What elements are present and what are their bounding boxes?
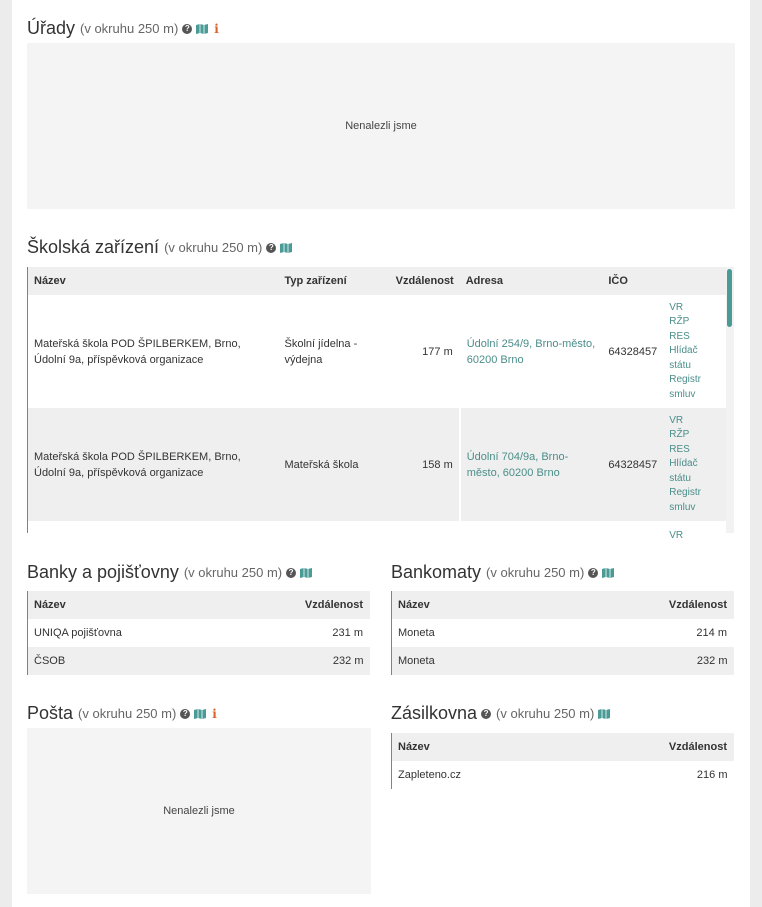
atms-table-header: [392, 591, 734, 619]
schools-scrollbar[interactable]: [726, 267, 734, 533]
offices-title: Úřady: [27, 18, 76, 38]
column-header-distance[interactable]: Vzdálenost: [568, 733, 733, 761]
banks-table: [27, 591, 370, 675]
map-icon[interactable]: [196, 24, 208, 34]
link-hlidac-statu[interactable]: Hlídač státu: [669, 458, 698, 484]
school-registry-links: [663, 408, 726, 521]
column-header-distance[interactable]: Vzdálenost: [390, 267, 460, 295]
table-row: [392, 619, 734, 647]
zasilkovna-title: Zásilkovna: [391, 703, 478, 723]
table-row: [28, 619, 370, 647]
column-header-type[interactable]: Typ zařízení: [278, 267, 389, 295]
post-subtitle: (v okruhu 250 m): [78, 706, 177, 721]
schools-subtitle: (v okruhu 250 m): [164, 240, 263, 255]
link-vr[interactable]: VR: [669, 414, 684, 426]
table-row: [28, 408, 726, 521]
scrollbar-thumb[interactable]: [727, 269, 732, 327]
question-circle-icon[interactable]: ?: [286, 568, 296, 578]
column-header-name[interactable]: Název: [28, 267, 278, 295]
link-vr[interactable]: VR: [669, 530, 684, 541]
link-res[interactable]: RES: [669, 330, 690, 342]
bank-distance: 232 m: [228, 647, 369, 675]
school-ico: 64328457: [602, 295, 663, 408]
post-title: Pošta: [27, 703, 74, 723]
atms-title: Bankomaty: [391, 562, 482, 582]
schools-table-container[interactable]: [27, 267, 735, 541]
school-address-link[interactable]: Údolní 254/9, Brno-město, 60200 Brno: [460, 295, 603, 408]
school-address-link[interactable]: Údolní 704/9a, Brno-město, 60200 Brno: [460, 408, 603, 521]
table-row: [28, 647, 370, 675]
map-icon[interactable]: [280, 243, 292, 253]
school-registry-links: [663, 295, 726, 408]
offices-subtitle: (v okruhu 250 m): [80, 21, 179, 36]
school-ico: 64328457: [602, 408, 663, 521]
atm-distance: 214 m: [696, 627, 727, 639]
offices-empty-panel: [27, 43, 735, 209]
banks-subtitle: (v okruhu 250 m): [183, 565, 283, 580]
zasilkovna-table-header: [392, 733, 734, 761]
question-circle-icon[interactable]: ?: [182, 24, 192, 34]
column-header-links: [663, 267, 726, 295]
banks-table-header: [28, 591, 370, 619]
atm-distance: 232 m: [532, 647, 734, 675]
link-registr-smluv[interactable]: Registr smluv: [669, 374, 701, 400]
atm-name: Moneta: [392, 647, 532, 675]
schools-heading: [27, 237, 292, 258]
link-registr-smluv[interactable]: Registr smluv: [669, 487, 701, 513]
map-icon[interactable]: [602, 568, 614, 578]
question-circle-icon[interactable]: ?: [588, 568, 598, 578]
school-type: Školní jídelna - výdejna: [278, 295, 389, 408]
bank-name: UNIQA pojišťovna: [34, 627, 122, 639]
column-header-distance[interactable]: Vzdálenost: [228, 591, 369, 619]
map-icon[interactable]: [300, 568, 312, 578]
offices-empty-text: Nenalezli jsme: [345, 120, 417, 132]
atms-subtitle: (v okruhu 250 m): [486, 565, 585, 580]
link-hlidac-statu[interactable]: Hlídač státu: [669, 345, 698, 371]
pickup-point-distance: 216 m: [696, 769, 728, 781]
zasilkovna-table: [391, 733, 734, 789]
bank-name: ČSOB: [28, 647, 229, 675]
school-distance: 158 m: [390, 408, 460, 521]
column-header-name[interactable]: Název: [392, 733, 569, 761]
zasilkovna-subtitle: (v okruhu 250 m): [496, 706, 595, 721]
schools-title: Školská zařízení: [27, 237, 160, 257]
table-row: [28, 295, 726, 408]
link-rzp[interactable]: RŽP: [669, 316, 690, 328]
map-icon[interactable]: [194, 709, 206, 719]
school-type: Mateřská škola: [278, 408, 389, 521]
school-name: Mateřská škola POD ŠPILBERKEM, Brno, Údolní 9a, příspěvková organizace: [28, 408, 278, 521]
link-vr[interactable]: VR: [669, 301, 684, 313]
question-circle-icon[interactable]: ?: [180, 709, 190, 719]
question-circle-icon[interactable]: ?: [481, 709, 491, 719]
bank-distance: 231 m: [332, 627, 363, 639]
post-heading: [27, 703, 217, 724]
pickup-point-name: Zapleteno.cz: [398, 769, 461, 781]
link-res[interactable]: RES: [669, 443, 690, 455]
link-rzp[interactable]: RŽP: [669, 429, 690, 441]
info-icon[interactable]: i: [214, 21, 219, 36]
school-name: Mateřská škola POD ŠPILBERKEM, Brno, Údolní 9a, příspěvková organizace: [28, 295, 278, 408]
atms-heading: [391, 562, 614, 583]
schools-table-header: [28, 267, 726, 295]
column-header-name[interactable]: Název: [392, 591, 532, 619]
post-empty-panel: [27, 728, 371, 894]
map-icon[interactable]: [598, 709, 610, 719]
school-distance: 177 m: [390, 295, 460, 408]
table-row: [392, 761, 734, 789]
column-header-distance[interactable]: Vzdálenost: [532, 591, 734, 619]
info-icon[interactable]: i: [212, 706, 217, 721]
table-row: [392, 647, 734, 675]
offices-heading: [27, 18, 219, 39]
banks-title: Banky a pojišťovny: [27, 562, 179, 582]
atm-name: Moneta: [398, 627, 435, 639]
post-empty-text: Nenalezli jsme: [163, 805, 235, 817]
schools-table: [28, 267, 726, 642]
question-circle-icon[interactable]: ?: [266, 243, 276, 253]
column-header-ico[interactable]: IČO: [602, 267, 663, 295]
zasilkovna-heading: [391, 703, 610, 724]
page: [12, 0, 750, 907]
column-header-address[interactable]: Adresa: [460, 267, 603, 295]
column-header-name[interactable]: Název: [28, 591, 229, 619]
atms-table: [391, 591, 734, 675]
banks-heading: [27, 562, 312, 583]
